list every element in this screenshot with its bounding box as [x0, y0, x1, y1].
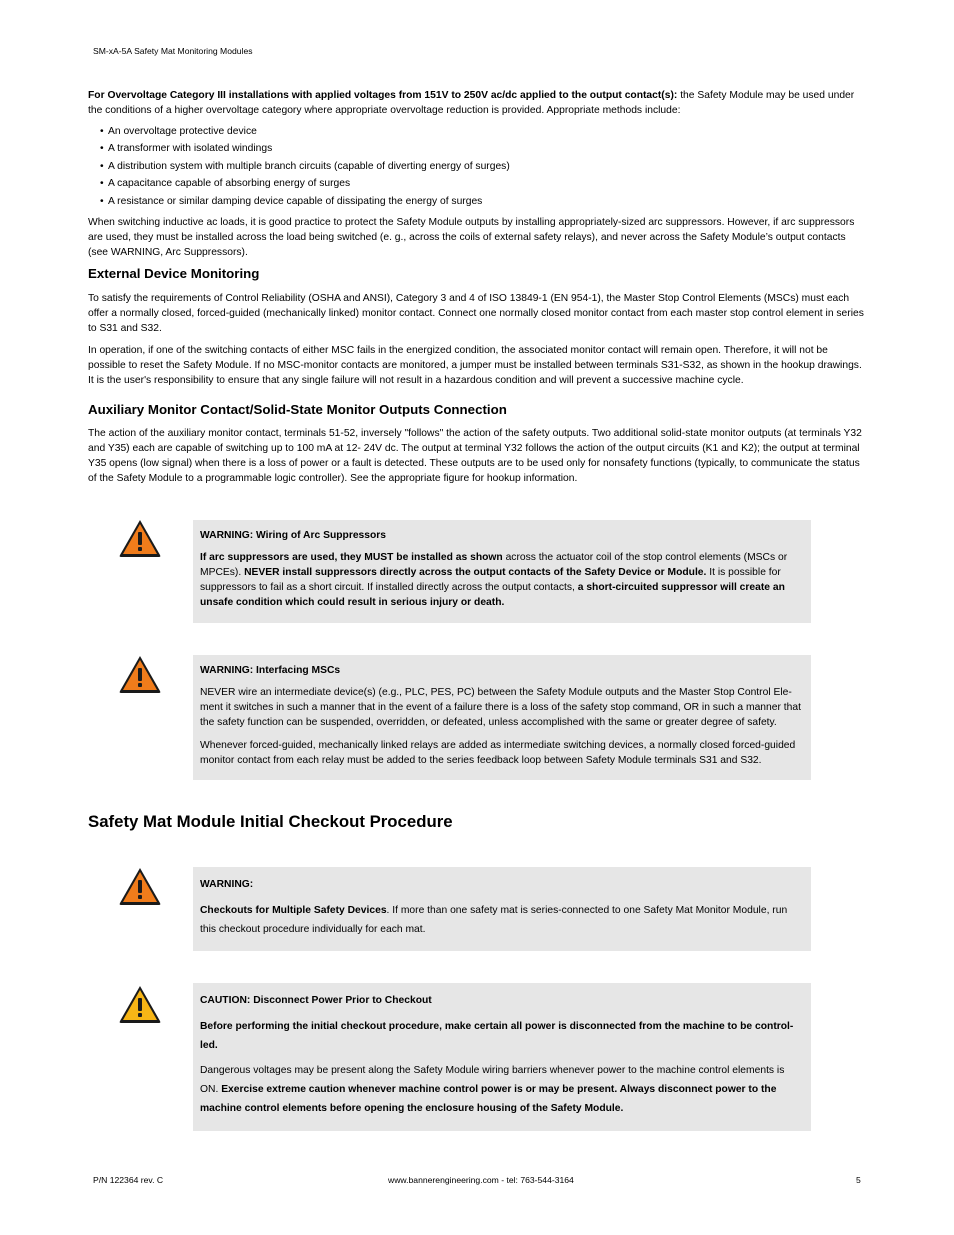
warning-box-arc-suppressors [193, 520, 811, 623]
warning-paragraph-2: Whenever forced-guided, mechanically linked relays are added as intermediate switching devices, a normally closed forced-guided monitor contact from each relay must be added to the series feedback loop between Safety Module terminals S31 and S32. [200, 740, 796, 766]
warning-title: WARNING: Wiring of Arc Suppressors [200, 530, 387, 541]
warning-text: It is possible for suppressors to fail as a short circuit. If installed directly across the output contacts, [200, 567, 781, 593]
warning-emphasis: If arc suppressors are used, they MUST be installed as shown [200, 552, 503, 563]
caution-text: Dangerous voltages may be present along the Safety Module wiring barriers whenever power to the machine control elements is ON. [200, 1065, 785, 1095]
caution-box-disconnect-power [193, 983, 811, 1131]
aux-paragraph: The action of the auxiliary monitor contact, terminals 51-52, inversely "follows" the action of the safety outputs. Two additional solid-state monitor outputs (at terminals Y32 and Y35) each are capable of switching up to 100 mA at 12- 24V dc. The output at terminal Y32 follows the action of the output circuits (K1 and K2); the output at terminal Y35 opens (low signal) when there is a loss of power or a fault is detected. These outputs are to be used only for nonsafety functions (typically, to communicate the status of the Safety Module to a programmable logic controller). See the appropriate figure for hookup information. [88, 428, 862, 484]
edm-paragraph-2: In operation, if one of the switching contacts of either MSC fails in the energized condition, the associated monitor contact will remain open. Therefore, it will not be possible to reset the Safety Module. If no MSC-monitor contacts are monitored, a jumper must be installed between terminals S31-S32, as shown in the hookup drawings. It is the user's responsibility to ensure that any single failure will not result in a hazardous condition and will prevent a successive machine cycle. [88, 345, 862, 386]
overvoltage-paragraph [88, 88, 865, 118]
warning-body [200, 550, 801, 610]
caution-emphasis: Exercise extreme caution whenever machine control power is or may be present. Always disconnect power to the machine control elements before opening the enclosure housing of the Safety Module. [200, 1084, 777, 1114]
warning-box-multiple-devices [193, 867, 811, 951]
footer-page-number: 5 [856, 1175, 861, 1185]
overvoltage-text: the Safety Module may be used under the conditions of a higher overvoltage category where appropriate overvoltage reduction is provided. Appropriate methods include: [88, 90, 855, 116]
warning-title: WARNING: [200, 879, 254, 890]
warning-box-interfacing-mscs [193, 655, 811, 780]
warning-text: . If more than one safety mat is series-connected to one Safety Mat Monitor Module, run this checkout procedure individually for each mat. [200, 905, 788, 935]
warning-emphasis: NEVER install suppressors directly across the output contacts of the Safety Device or Module. [244, 567, 707, 578]
list-item: • A resistance or similar damping device capable of dissipating the energy of surges [100, 193, 510, 210]
list-item: • A capacitance capable of absorbing energy of surges [100, 175, 510, 192]
warning-body [200, 901, 801, 939]
warning-triangle-icon [118, 866, 162, 906]
section-heading-checkout: Safety Mat Module Initial Checkout Procedure [88, 812, 453, 831]
list-item: • A transformer with isolated windings [100, 140, 510, 157]
list-item: • An overvoltage protective device [100, 123, 510, 140]
inductive-load-note: When switching inductive ac loads, it is good practice to protect the Safety Module outputs by installing appropriately-sized arc suppressors. However, if arc suppressors are used, they must be installed across the load being switched (e. g., across the coils of external safety relays), and never across the Safety Module’s output contacts (see WARNING, Arc Suppressors). [88, 217, 855, 258]
caution-paragraph-2 [200, 1061, 801, 1118]
caution-triangle-icon [118, 984, 162, 1024]
footer-part-number: P/N 122364 rev. C [93, 1175, 164, 1185]
caution-title: CAUTION: Disconnect Power Prior to Checkout [200, 995, 432, 1006]
running-header: SM-xA-5A Safety Mat Monitoring Modules [93, 46, 253, 56]
section-heading-edm: External Device Monitoring [88, 266, 260, 281]
overvoltage-lead: For Overvoltage Category III installations with applied voltages from 151V to 250V ac/dc applied to the output contact(s): [88, 90, 678, 101]
edm-paragraph-1: To satisfy the requirements of Control Reliability (OSHA and ANSI), Category 3 and 4 of ISO 13849-1 (EN 954-1), the Master Stop Control Elements (MSCs) must each offer a normally closed, forced-guided (mechanically linked) monitor contact. Connect one normally closed monitor contact from each master stop control element in series to S31 and S32. [88, 293, 864, 334]
warning-emphasis: Checkouts for Multiple Safety Devices [200, 905, 387, 916]
warning-text: across the actuator coil of the stop control elements (MSCs or MPCEs). [200, 552, 788, 578]
warning-emphasis: a short-circuited suppressor will create an unsafe condition which could result in serious injury or death. [200, 582, 785, 608]
overvoltage-methods-list [100, 123, 510, 210]
warning-title: WARNING: Interfacing MSCs [200, 665, 341, 676]
warning-triangle-icon [118, 518, 162, 558]
list-item: • A distribution system with multiple branch circuits (capable of diverting energy of surges) [100, 158, 510, 175]
footer-contact: www.bannerengineering.com - tel: 763-544-3164 [388, 1175, 574, 1185]
caution-paragraph-1: Before performing the initial checkout procedure, make certain all power is disconnected from the machine to be control-led. [200, 1021, 794, 1051]
warning-triangle-icon [118, 654, 162, 694]
warning-paragraph-1: NEVER wire an intermediate device(s) (e.g., PLC, PES, PC) between the Safety Module outputs and the Master Stop Control Ele-ment it switches in such a manner that in the event of a failure there is a loss of the safety stop command, OR in such a manner that the safety function can be suspended, overridden, or defeated, unless accomplished with the same or greater degree of safety. [200, 687, 801, 728]
section-heading-aux: Auxiliary Monitor Contact/Solid-State Monitor Outputs Connection [88, 402, 507, 417]
